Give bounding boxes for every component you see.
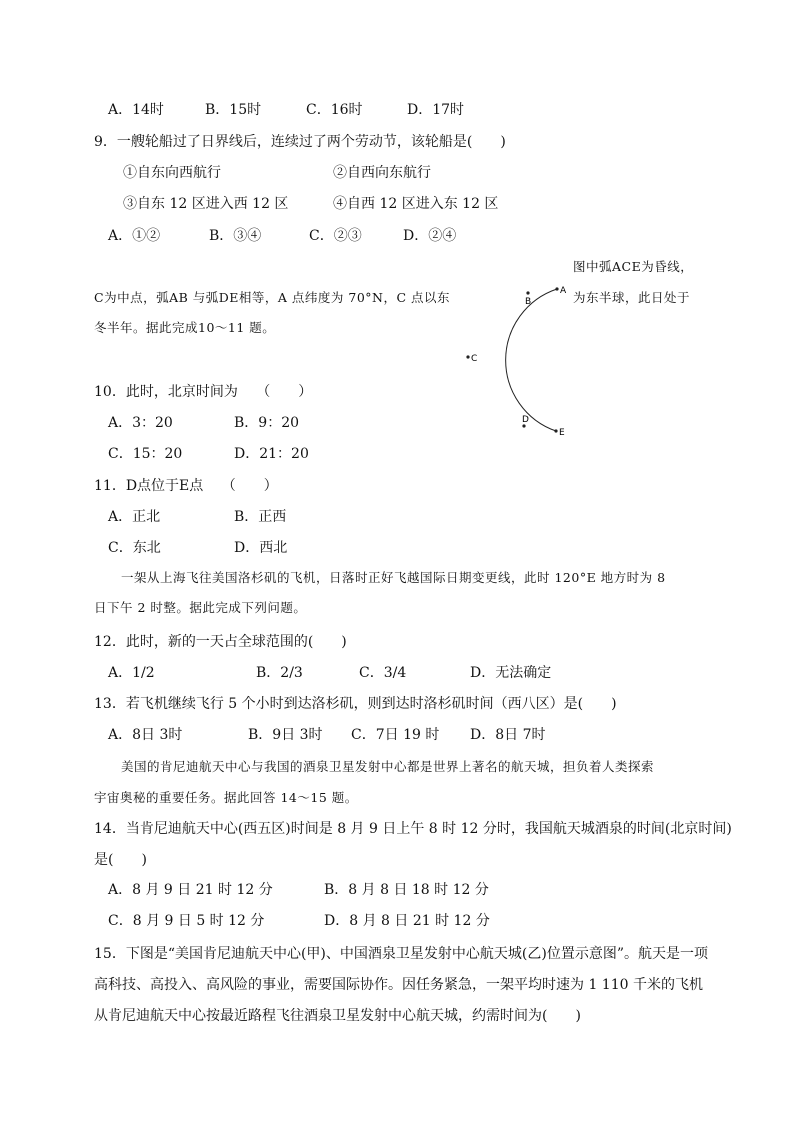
label-a: A	[560, 286, 567, 296]
q12-option-c: C．3/4	[359, 665, 407, 681]
q12-option-a: A．1/2	[108, 665, 155, 681]
q15-stem-line1: 15．下图是“美国肯尼迪航天中心(甲)、中国酒泉卫星发射中心航天城(乙)位置示意图”。航天是一项	[94, 946, 708, 962]
q8-option-d: D．17时	[407, 102, 465, 118]
label-b: B	[525, 297, 532, 307]
q13-option-b: B．9日 3时	[248, 727, 323, 743]
q11-option-d: D．西北	[234, 540, 288, 556]
q13-option-d: D．8日 7时	[470, 727, 546, 743]
passage-10-11-line2: C为中点，弧AB 与弧DE相等，A 点纬度为 70°N，C 点以东	[94, 290, 451, 305]
q9-stem: 9．一艘轮船过了日界线后，连续过了两个劳动节，该轮船是( )	[94, 134, 506, 150]
q9-option-a: A．①②	[108, 228, 161, 244]
q10-stem: 10．此时，北京时间为 （ ）	[94, 384, 313, 400]
point-c	[466, 355, 469, 358]
q9-item-1: ①自东向西航行	[123, 165, 221, 181]
q11-option-a: A．正北	[108, 509, 161, 525]
q12-option-b: B．2/3	[256, 665, 303, 681]
passage-14-15-line2: 宇宙奥秘的重要任务。据此回答 14～15 题。	[94, 790, 358, 805]
q10-option-b: B．9：20	[234, 415, 300, 431]
dusk-arc	[506, 289, 557, 431]
q9-item-2: ②自西向东航行	[333, 165, 431, 181]
q9-option-b: B．③④	[209, 228, 262, 244]
q10-option-d: D．21：20	[234, 446, 309, 462]
q13-stem: 13．若飞机继续飞行 5 个小时到达洛杉矶，则到达时洛杉矶时间（西八区）是( )	[94, 696, 617, 712]
q10-option-a: A．3：20	[108, 415, 173, 431]
q9-item-3: ③自东 12 区进入西 12 区	[123, 196, 289, 212]
passage-14-15-line1: 美国的肯尼迪航天中心与我国的酒泉卫星发射中心都是世界上著名的航天城，担负着人类探索	[121, 759, 655, 774]
q14-stem-line1: 14．当肯尼迪航天中心(西五区)时间是 8 月 9 日上午 8 时 12 分时，我国航天城酒泉的时间(北京时间)	[94, 821, 732, 837]
q9-item-4: ④自西 12 区进入东 12 区	[333, 196, 499, 212]
label-e: E	[559, 428, 565, 438]
q14-option-d: D．8 月 8 日 21 时 12 分	[324, 913, 490, 929]
passage-10-11-line1: 图中弧ACE为昏线，	[573, 259, 694, 274]
q11-option-c: C．东北	[108, 540, 161, 556]
point-e	[554, 429, 557, 432]
q11-stem: 11．D点位于E点 （ ）	[94, 478, 278, 494]
point-b	[526, 291, 529, 294]
q15-stem-line2: 高科技、高投入、高风险的事业，需要国际协作。因任务紧急，一架平均时速为 1 110 千米的飞机	[94, 977, 703, 993]
q10-option-c: C．15：20	[108, 446, 183, 462]
label-c: C	[471, 354, 478, 364]
q9-option-d: D．②④	[403, 228, 457, 244]
q9-option-c: C．②③	[309, 228, 362, 244]
q12-option-d: D．无法确定	[470, 665, 552, 681]
q12-stem: 12．此时，新的一天占全球范围的( )	[94, 634, 347, 650]
q13-option-a: A．8日 3时	[108, 727, 183, 743]
q14-stem-line2: 是( )	[94, 852, 147, 868]
passage-12-13-line2: 日下午 2 时整。据此完成下列问题。	[94, 600, 307, 615]
q15-stem-line3: 从肯尼迪航天中心按最近路程飞往酒泉卫星发射中心航天城，约需时间为( )	[94, 1008, 581, 1024]
q14-option-a: A．8 月 9 日 21 时 12 分	[108, 882, 273, 898]
q8-option-c: C．16时	[306, 102, 363, 118]
passage-10-11-line3: 冬半年。据此完成10～11 题。	[94, 320, 276, 335]
point-a	[555, 287, 558, 290]
dusk-line-figure	[455, 278, 575, 443]
passage-12-13-line1: 一架从上海飞往美国洛杉矶的飞机，日落时正好飞越国际日期变更线，此时 120°E 地方时为 8	[121, 570, 666, 585]
q14-option-c: C．8 月 9 日 5 时 12 分	[108, 913, 265, 929]
q8-option-b: B．15时	[205, 102, 262, 118]
label-d: D	[522, 415, 529, 425]
q11-option-b: B．正西	[234, 509, 287, 525]
q14-option-b: B．8 月 8 日 18 时 12 分	[324, 882, 489, 898]
passage-10-11-line2-right: 为东半球，此日处于	[573, 290, 691, 305]
q8-option-a: A．14时	[108, 102, 164, 118]
q13-option-c: C．7日 19 时	[351, 727, 440, 743]
